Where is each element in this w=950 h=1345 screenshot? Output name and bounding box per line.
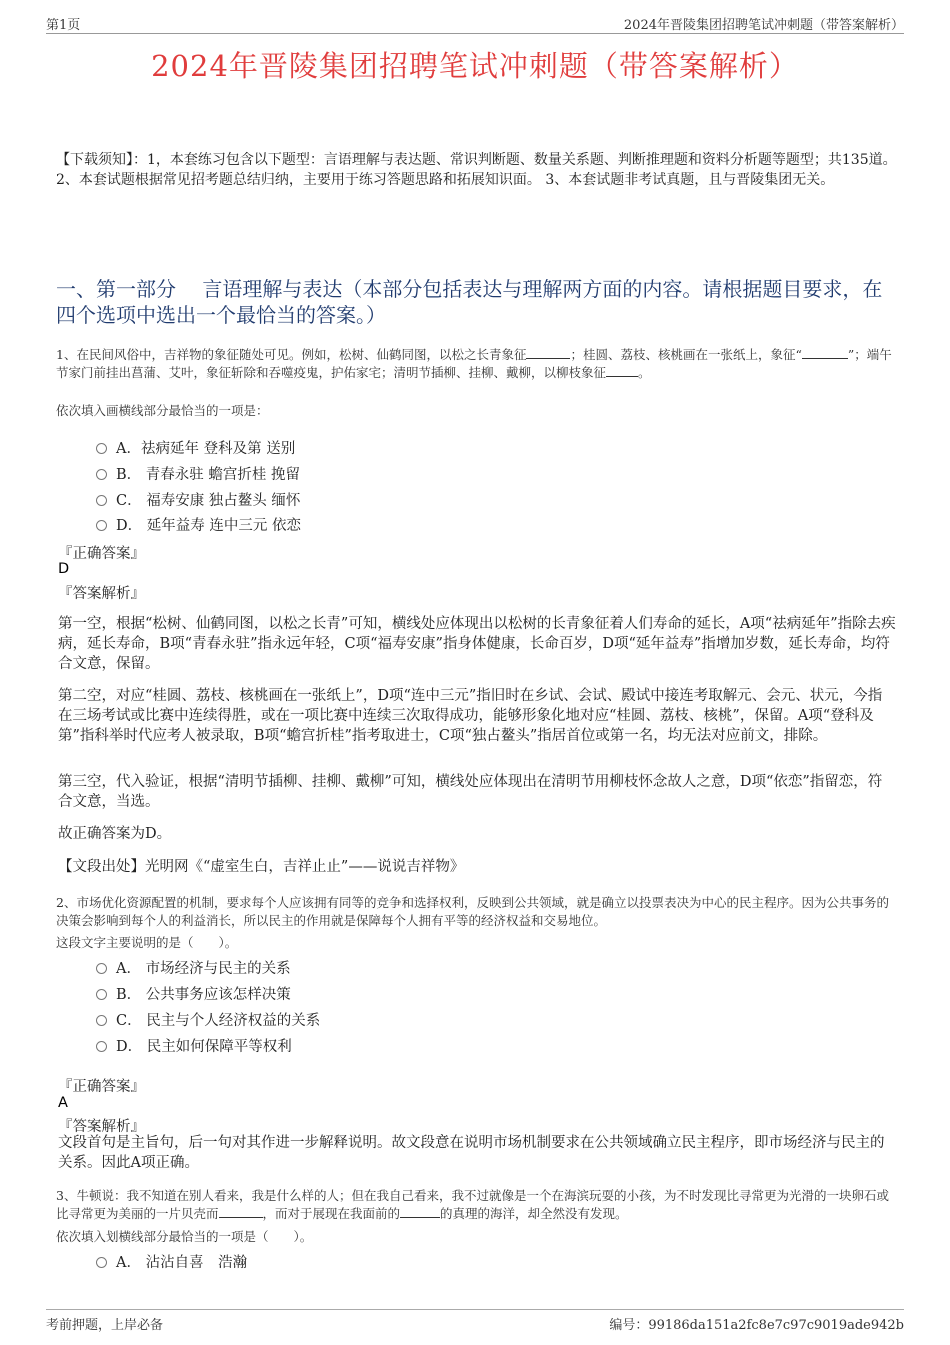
option-label: B． 青春永驻 蟾宫折桂 挽留 bbox=[116, 467, 300, 483]
question-3-option-a[interactable] bbox=[96, 1251, 247, 1272]
question-1-option-d[interactable] bbox=[96, 514, 301, 535]
question-2-option-a[interactable] bbox=[96, 957, 291, 978]
option-label: D． 延年益寿 连中三元 依恋 bbox=[116, 518, 301, 534]
radio-icon[interactable] bbox=[96, 1257, 107, 1268]
question-1-analysis-3: 第三空，代入验证，根据“清明节插柳、挂柳、戴柳”可知，横线处应体现出在清明节用柳枝怀念故人之意，D项“依恋”指留恋，符合文意，当选。 bbox=[58, 774, 883, 810]
question-3-text bbox=[56, 1187, 901, 1223]
question-1-option-a[interactable] bbox=[96, 437, 295, 458]
footer-doc-id: 编号：99186da151a2fc8e7c97c9019ade942b bbox=[609, 1318, 904, 1333]
header-doc-title: 2024年晋陵集团招聘笔试冲刺题（带答案解析） bbox=[623, 18, 904, 33]
question-2-prompt: 这段文字主要说明的是（ ）。 bbox=[56, 935, 238, 950]
question-3-text-b: ，而对于展现在我面前的 bbox=[262, 1206, 401, 1221]
question-1-prompt: 依次填入画横线部分最恰当的一项是： bbox=[56, 403, 269, 418]
question-3-text-a: 3、牛顿说：我不知道在别人看来，我是什么样的人；但在我自己看来，我不过就像是一个在海滨玩耍的小孩，为不时发现比寻常更为光滑的一块卵石或比寻常更为美丽的一片贝壳而 bbox=[56, 1188, 889, 1221]
page-header bbox=[46, 14, 904, 32]
question-1-text-b: ；桂圆、荔枝、核桃画在一张纸上，象征“ bbox=[570, 347, 802, 362]
question-3-prompt: 依次填入划横线部分最恰当的一项是（ ）。 bbox=[56, 1229, 313, 1244]
footer-divider bbox=[46, 1309, 904, 1310]
question-1-analysis-2: 第二空，对应“桂圆、荔枝、核桃画在一张纸上”，D项“连中三元”指旧时在乡试、会试、殿试中接连考取解元、会元、状元，今指在三场考试或比赛中连续得胜，或在一项比赛中连续三次取得成功，能够形象化地对应“桂圆、荔枝、核桃”，保留。A项“登科及第”指科举时代应考人被录取，B项“蟾宫折桂”指考取进士，C项“独占鳌头”指居首位或第一名，均无法对应前文，排除。 bbox=[58, 688, 883, 744]
question-1-option-b[interactable] bbox=[96, 463, 300, 484]
fill-blank bbox=[219, 1205, 263, 1218]
question-1-text-c: ”；端午节家门前挂出菖蒲、艾叶，象征斩除和吞噬疫鬼，护佑家宅；清明节插柳、挂柳、戴柳，以柳枝象征 bbox=[56, 347, 892, 380]
question-2-option-d[interactable] bbox=[96, 1035, 292, 1056]
question-3-text-c: 的真理的海洋，却全然没有发现。 bbox=[440, 1206, 628, 1221]
question-1-analysis-label: 『答案解析』 bbox=[58, 586, 145, 602]
radio-icon[interactable] bbox=[96, 520, 107, 531]
footer-slogan: 考前押题，上岸必备 bbox=[46, 1318, 164, 1333]
question-1-text-a: 1、在民间风俗中，吉祥物的象征随处可见。例如，松树、仙鹤同图，以松之长青象征 bbox=[56, 347, 527, 362]
option-label: C． 福寿安康 独占鳌头 缅怀 bbox=[116, 493, 301, 509]
option-label: A． 沾沾自喜 浩瀚 bbox=[116, 1255, 248, 1271]
question-1-option-c[interactable] bbox=[96, 489, 300, 510]
header-divider bbox=[46, 33, 904, 34]
question-2-analysis: 文段首句是主旨句，后一句对其作进一步解释说明。故文段意在说明市场机制要求在公共领域确立民主程序，即市场经济与民主的关系。因此A项正确。 bbox=[58, 1135, 885, 1171]
page-title: 2024年晋陵集团招聘笔试冲刺题（带答案解析） bbox=[151, 49, 799, 83]
question-1-correct-label: 『正确答案』 bbox=[58, 546, 145, 562]
question-1-correct-answer: D bbox=[58, 561, 70, 577]
question-1-text bbox=[56, 346, 901, 382]
question-1-analysis-1: 第一空，根据“松树、仙鹤同图，以松之长青”可知，横线处应体现出以松树的长青象征着人们寿命的延长，A项“祛病延年”指除去疾病，延长寿命，B项“青春永驻”指永远年轻，C项“福寿安康”指身体健康，长命百岁，D项“延年益寿”指增加岁数，延长寿命，均符合文意，保留。 bbox=[58, 616, 896, 672]
option-label: D． 民主如何保障平等权利 bbox=[116, 1039, 292, 1055]
radio-icon[interactable] bbox=[96, 495, 107, 506]
question-2-text: 2、市场优化资源配置的机制，要求每个人应该拥有同等的竞争和选择权利，反映到公共领域，就是确立以投票表决为中心的民主程序。因为公共事务的决策会影响到每个人的利益消长，所以民主的作用就是保障每个人拥有平等的经济权益和交易地位。 bbox=[56, 895, 889, 928]
question-1-analysis-4: 故正确答案为D。 bbox=[58, 826, 172, 842]
page-number: 第1页 bbox=[46, 18, 81, 33]
question-1-text-d: 。 bbox=[638, 365, 651, 380]
radio-icon[interactable] bbox=[96, 1015, 107, 1026]
fill-blank bbox=[606, 364, 638, 377]
question-2-option-c[interactable] bbox=[96, 1009, 320, 1030]
question-2-correct-label: 『正确答案』 bbox=[58, 1079, 145, 1095]
fill-blank bbox=[802, 346, 848, 359]
radio-icon[interactable] bbox=[96, 1041, 107, 1052]
question-2-option-b[interactable] bbox=[96, 983, 291, 1004]
fill-blank bbox=[526, 346, 570, 359]
option-label: A．祛病延年 登科及第 送别 bbox=[116, 441, 296, 457]
radio-icon[interactable] bbox=[96, 963, 107, 974]
radio-icon[interactable] bbox=[96, 443, 107, 454]
section-title: 一、第一部分 言语理解与表达（本部分包括表达与理解两方面的内容。请根据题目要求，在四个选项中选出一个最恰当的答案。） bbox=[56, 277, 883, 327]
question-1-source: 【文段出处】光明网《“虚室生白，吉祥止止”——说说吉祥物》 bbox=[58, 859, 465, 875]
option-label: C． 民主与个人经济权益的关系 bbox=[116, 1013, 321, 1029]
download-notice: 【下载须知】：1，本套练习包含以下题型：言语理解与表达题、常识判断题、数量关系题、判断推理题和资料分析题等题型；共135道。 2、本套试题根据常见招考题总结归纳，主要用于练习答题思路和拓展知识面。 3、本套试题非考试真题，且与晋陵集团无关。 bbox=[56, 152, 897, 188]
fill-blank bbox=[400, 1205, 440, 1218]
radio-icon[interactable] bbox=[96, 989, 107, 1000]
question-2-analysis-label: 『答案解析』 bbox=[58, 1119, 145, 1135]
option-label: A． 市场经济与民主的关系 bbox=[116, 961, 291, 977]
question-2-correct-answer: A bbox=[58, 1095, 68, 1111]
option-label: B． 公共事务应该怎样决策 bbox=[116, 987, 291, 1003]
radio-icon[interactable] bbox=[96, 469, 107, 480]
